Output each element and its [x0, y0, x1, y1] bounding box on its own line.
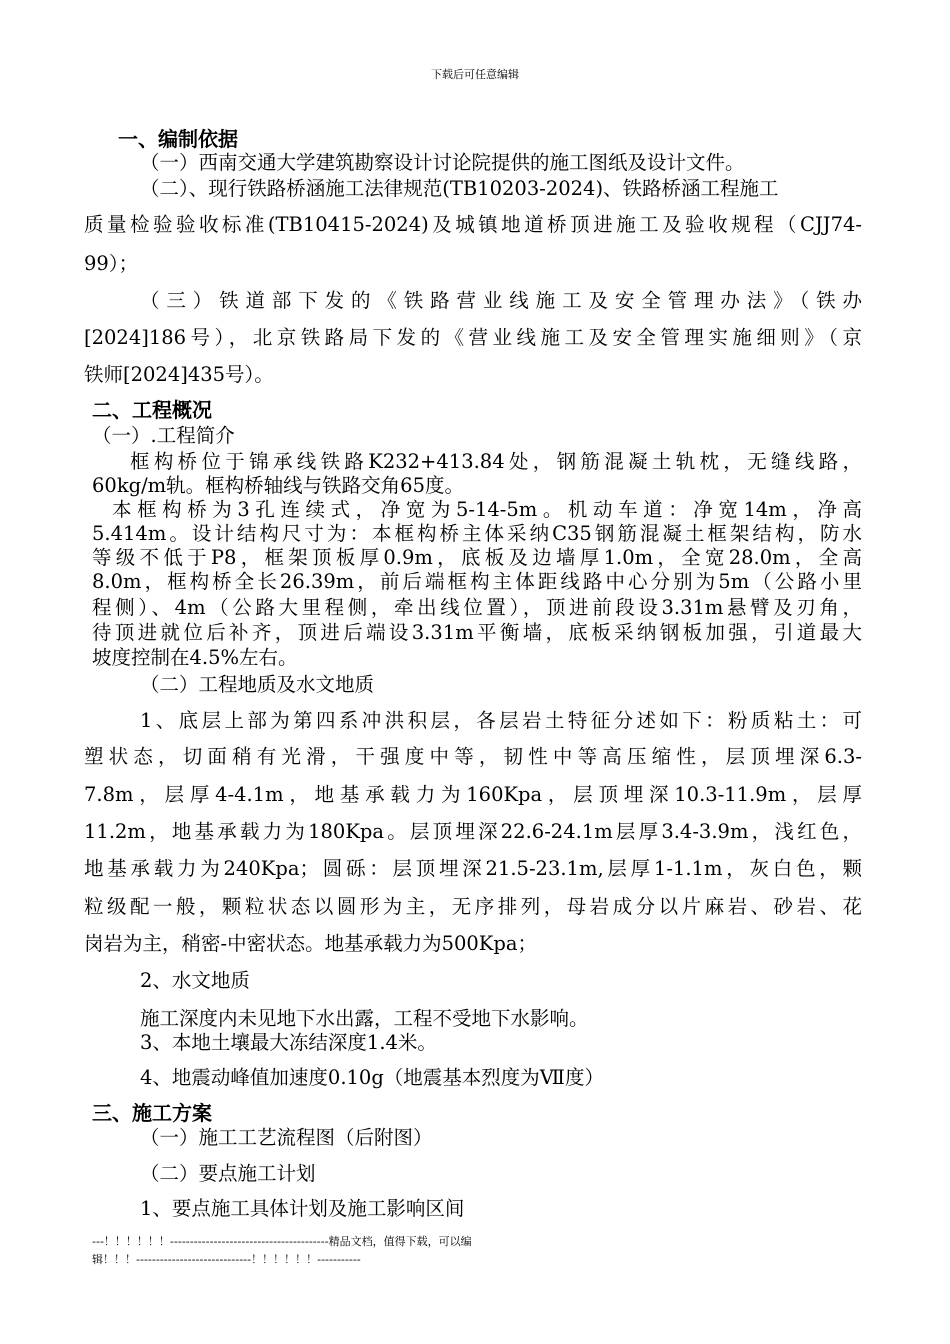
paragraph-line: 5.414m。设计结构尺寸为：本框构桥主体采纳C35钢筋混凝土框架结构，防水: [92, 522, 862, 545]
paragraph-line: 粒级配一般，颗粒状态以圆形为主，无序排列，母岩成分以片麻岩、砂岩、花: [84, 895, 862, 918]
subsection-heading: （一）.工程简介: [92, 424, 235, 447]
footer-line: ---！！！！！！----------------------------------------精品文档，值得下载，可以编: [92, 1235, 472, 1248]
page-header: 下载后可任意编辑: [431, 68, 519, 81]
paragraph-line: 99）；: [84, 252, 139, 275]
paragraph-line: 60kg/m轨。框构桥轴线与铁路交角65度。: [92, 474, 464, 497]
paragraph-line: 塑状态，切面稍有光滑，干强度中等，韧性中等高压缩性，层顶埋深6.3-: [84, 745, 862, 768]
paragraph-line: 3、本地土壤最大冻结深度1.4米。: [140, 1031, 437, 1054]
paragraph-line: （二）、现行铁路桥涵施工法律规范(TB10203-2024)、铁路桥涵工程施工: [140, 177, 779, 200]
paragraph-line: 质量检验验收标准(TB10415-2024)及城镇地道桥顶进施工及验收规程（CJJ74-: [84, 213, 862, 236]
subsection-heading: （一）施工工艺流程图（后附图）: [140, 1126, 433, 1149]
paragraph-line: 施工深度内未见地下水出露，工程不受地下水影响。: [140, 1007, 589, 1030]
paragraph-line: 4、地震动峰值加速度0.10g（地震基本烈度为Ⅶ度）: [140, 1066, 604, 1089]
paragraph-line: 地基承载力为240Kpa；圆砾：层顶埋深21.5-23.1m,层厚1-1.1m，灰白色，颗: [84, 857, 862, 880]
paragraph-line: （一）西南交通大学建筑勘察设计讨论院提供的施工图纸及设计文件。: [140, 151, 745, 174]
paragraph-line: 等级不低于P8，框架顶板厚0.9m，底板及边墙厚1.0m，全宽28.0m，全高: [92, 546, 862, 569]
subsection-heading: （二）要点施工计划: [140, 1162, 316, 1185]
paragraph-line: 待顶进就位后补齐，顶进后端设3.31m平衡墙，底板采纳钢板加强，引道最大: [92, 621, 862, 644]
section-heading-2: 二、工程概况: [92, 398, 212, 422]
subsection-heading: （二）工程地质及水文地质: [140, 673, 375, 696]
paragraph-line: [2024]186号），北京铁路局下发的《营业线施工及安全管理实施细则》（京: [84, 326, 862, 349]
paragraph-line: （三）铁道部下发的《铁路营业线施工及安全管理办法》（铁办: [140, 289, 862, 312]
paragraph-line: 1、要点施工具体计划及施工影响区间: [140, 1197, 465, 1220]
paragraph-line: 框构桥位于锦承线铁路K232+413.84处，钢筋混凝土轨枕，无缝线路，: [130, 450, 862, 473]
paragraph-line: 8.0m，框构桥全长26.39m，前后端框构主体距线路中心分别为5m（公路小里: [92, 570, 862, 593]
paragraph-line: 1、底层上部为第四系冲洪积层，各层岩土特征分述如下：粉质粘土：可: [140, 709, 862, 732]
paragraph-line: 程侧）、4m（公路大里程侧，牵出线位置），顶进前段设3.31m悬臂及刃角，: [92, 596, 862, 619]
paragraph-line: 本框构桥为3孔连续式，净宽为5-14-5m。机动车道：净宽14m，净高: [112, 498, 862, 521]
paragraph-line: 铁师[2024]435号）。: [84, 363, 274, 386]
section-heading-1: 一、编制依据: [118, 127, 238, 151]
paragraph-line: 2、水文地质: [140, 969, 250, 992]
paragraph-line: 岗岩为主，稍密-中密状态。地基承载力为500Kpa；: [84, 932, 537, 955]
paragraph-line: 11.2m，地基承载力为180Kpa。层顶埋深22.6-24.1m层厚3.4-3.9m，浅红色，: [84, 820, 862, 843]
paragraph-line: 坡度控制在4.5%左右。: [92, 646, 298, 669]
paragraph-line: 7.8m，层厚4-4.1m，地基承载力为160Kpa，层顶埋深10.3-11.9m，层厚: [84, 783, 862, 806]
section-heading-3: 三、施工方案: [92, 1101, 212, 1125]
footer-line: 辑！！！-----------------------------！！！！！！-----------: [92, 1253, 361, 1266]
